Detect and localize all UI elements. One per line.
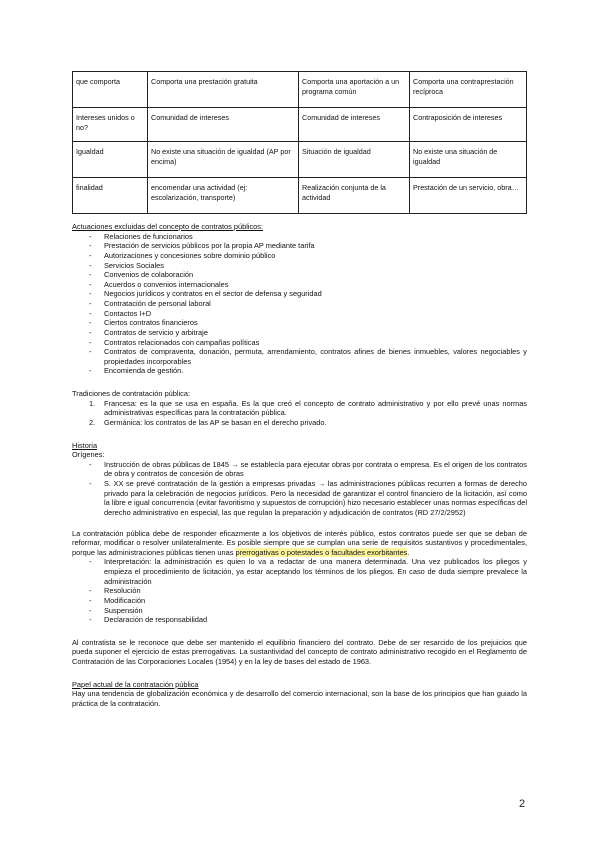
list-item: - Contratación de personal laboral <box>72 299 527 309</box>
item-text: Francesa: es la que se usa en españa. Es la que creó el concepto de contrato administrativo y por ello prevé unas normas administrativas específicas para la contratación pública. <box>104 398 527 418</box>
list-item: - Prestación de servicios públicos por la propia AP mediante tarifa <box>72 241 527 251</box>
table-cell: que comporta <box>73 72 148 108</box>
paragraph: Hay una tendencia de globalización económica y de desarrollo del comercio internacional, son la base de los principios que han guiado la práctica de la contratación. <box>72 689 527 708</box>
list-item: - Resolución <box>72 586 527 596</box>
list-item: - Encomienda de gestión. <box>72 366 527 376</box>
table-cell: Intereses unidos o no? <box>73 108 148 142</box>
list-item: - Contratos de compraventa, donación, permuta, arrendamiento, contratos afines de bienes inmuebles, valores negociables y propiedades incorporables <box>72 347 527 366</box>
financial-section <box>72 638 527 667</box>
item-number: 1. <box>89 398 96 408</box>
comparison-table <box>72 71 527 214</box>
paragraph-text: La contratación pública debe de responder eficazmente a los objetivos de interés público, estos contratos puede ser que se deban de reformar, modificar o resolver unilateralmente. Es posible siempre que se cumplan una serie de requisitos sustantivos y procedimentales, porque las administraciones públicas tienen unas <box>72 528 527 557</box>
list-item: - Contratos de servicio y arbitraje <box>72 328 527 338</box>
table-cell: finalidad <box>73 178 148 214</box>
page-number: 2 <box>519 798 526 810</box>
list-item <box>72 418 527 428</box>
document-page <box>72 71 527 709</box>
table-cell: Contraposición de intereses <box>410 108 527 142</box>
table-cell: Igualdad <box>73 142 148 178</box>
traditions-section <box>72 389 527 428</box>
paragraph <box>72 529 527 558</box>
list-item: - Interpretación: la administración es quien lo va a redactar de una manera determinada. Una vez publicados los pliegos y empieza el procedimiento de licitación, ya estar aceptando los términos de los pliegos. En caso de duda siempre prevalece la administración <box>72 557 527 586</box>
list-item: - Suspensión <box>72 606 527 616</box>
traditions-list <box>72 399 527 428</box>
table-cell: Comunidad de intereses <box>148 108 299 142</box>
prerogatives-list <box>72 557 527 624</box>
history-section <box>72 441 527 518</box>
excluded-section <box>72 222 527 376</box>
list-item: - Modificación <box>72 596 527 606</box>
subheading: Orígenes: <box>72 450 105 460</box>
table-cell: No existe una situación de igualdad (AP por encima) <box>148 142 299 178</box>
list-item: - Ciertos contratos financieros <box>72 318 527 328</box>
paragraph-text: . <box>407 547 410 557</box>
table-row <box>73 178 527 214</box>
table-cell: Comunidad de intereses <box>299 108 410 142</box>
item-number: 2. <box>89 417 96 427</box>
section-heading: Papel actual de la contratación pública <box>72 679 199 689</box>
table-cell: Comporta una contraprestación recíproca <box>410 72 527 108</box>
table-cell: Comporta una aportación a un programa común <box>299 72 410 108</box>
paragraph: Al contratista se le reconoce que debe ser mantenido el equilibrio financiero del contrato. Debe de ser resarcido de los prejuicios que pueda suponer el ejercicio de estas prerrogativas. La sustantividad del concepto de contrato administrativo recogido en el Reglamento de Contratación de las Corporaciones Locales (1954) y en la ley de bases del estado de 1963. <box>72 637 527 666</box>
list-item: - Acuerdos o convenios internacionales <box>72 280 527 290</box>
list-item: - Relaciones de funcionarios <box>72 232 527 242</box>
section-heading: Actuaciones excluidas del concepto de contratos públicos: <box>72 222 264 231</box>
list-item: - Servicios Sociales <box>72 261 527 271</box>
excluded-list <box>72 232 527 376</box>
table-cell: Comporta una prestación gratuita <box>148 72 299 108</box>
table-row <box>73 72 527 108</box>
history-list <box>72 460 527 518</box>
list-item: - Autorizaciones y concesiones sobre dominio público <box>72 251 527 261</box>
list-item <box>72 399 527 418</box>
table-row <box>73 142 527 178</box>
list-item: - Negocios jurídicos y contratos en el sector de defensa y seguridad <box>72 289 527 299</box>
table-cell: No existe una situación de igualdad <box>410 142 527 178</box>
list-item: - Contactos I+D <box>72 309 527 319</box>
section-heading: Historia <box>72 440 98 450</box>
list-item: - Convenios de colaboración <box>72 270 527 280</box>
highlighted-text: prerrogativas o potestades o facultades exorbitantes <box>235 547 408 557</box>
table-row <box>73 108 527 142</box>
prerogatives-section <box>72 529 527 625</box>
table-cell: Situación de igualdad <box>299 142 410 178</box>
list-item: - Instrucción de obras públicas de 1845 → se establecía para ejecutar obras por contrata o empresa. Es el origen de los contratos de obra y contratos de concesión de obras <box>72 460 527 479</box>
list-item: - S. XX se prevé contratación de la gestión a empresas privadas → las administraciones públicas recurren a formas de derecho privado para la celebración de negocios jurídicos. Pero la necesidad de garantizar el control financiero de la licitación, así como la libre e igual concurrencia (evitar favoritismo y supuestos de corrupción) hizo necesario establecer unas normas específicas del derecho administrativo en especial, las que regulan la preparación y adjudicación de contratos (RD 27/2/2952) <box>72 479 527 518</box>
table-cell: encomendar una actividad (ej: escolarización, transporte) <box>148 178 299 214</box>
item-text: Germánica: los contratos de las AP se basan en el derecho privado. <box>104 417 327 427</box>
list-item: - Declaración de responsabilidad <box>72 615 527 625</box>
table-cell: Prestación de un servicio, obra… <box>410 178 527 214</box>
section-heading: Tradiciones de contratación pública: <box>72 389 191 398</box>
table-cell: Realización conjunta de la actividad <box>299 178 410 214</box>
current-role-section <box>72 680 527 709</box>
list-item: - Contratos relacionados con campañas políticas <box>72 338 527 348</box>
